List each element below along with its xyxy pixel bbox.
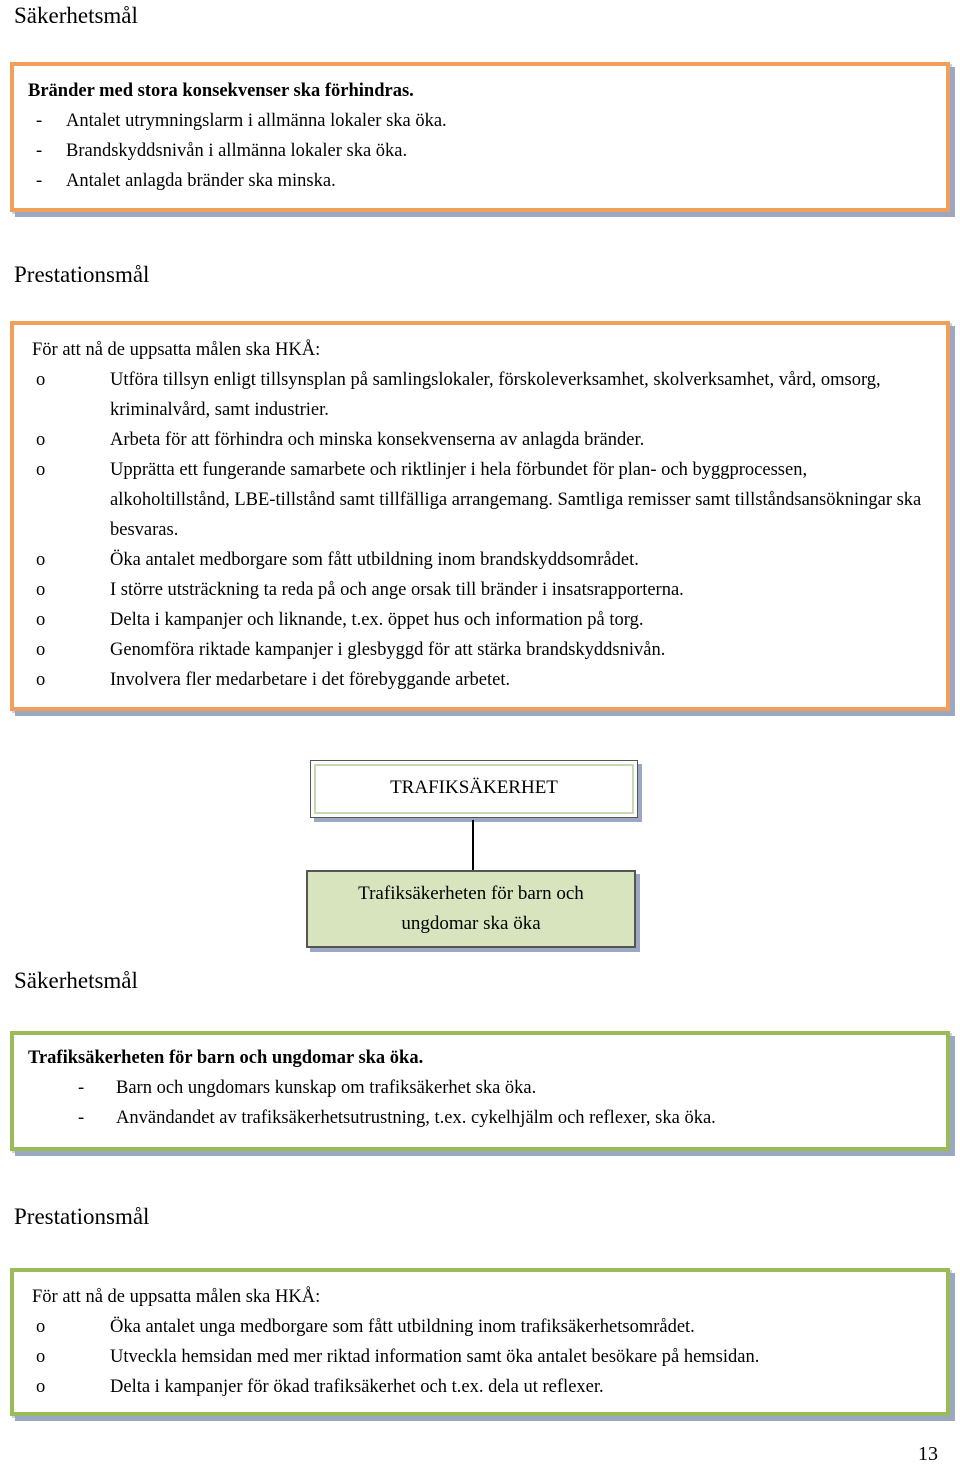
list-item-text: Antalet utrymningslarm i allmänna lokaler ska öka. (66, 111, 447, 131)
goal-box-traffic (10, 1031, 950, 1151)
list-item-text: Arbeta för att förhindra och minska konsekvenserna av anlagda bränder. (110, 430, 645, 450)
circle-marker: o (36, 370, 46, 390)
dash-marker: - (78, 1078, 85, 1098)
circle-marker: o (36, 550, 46, 570)
circle-marker: o (36, 430, 46, 450)
list-item-text: Delta i kampanjer och liknande, t.ex. öppet hus och information på torg. (110, 610, 644, 630)
circle-marker: o (36, 1377, 46, 1397)
list-item (28, 166, 932, 196)
list-item (28, 1073, 932, 1103)
dash-marker: - (36, 111, 43, 131)
org-chart-child-line1: Trafiksäkerheten för barn och (358, 883, 584, 904)
list-item-text: Öka antalet unga medborgare som fått utbildning inom trafiksäkerhetsområdet. (110, 1317, 695, 1337)
performance-box-fire-title: För att nå de uppsatta målen ska HKÅ: (32, 340, 321, 360)
list-item (32, 635, 930, 665)
list-item (28, 1103, 932, 1133)
list-item-text: Barn och ungdomars kunskap om trafiksäkerhet ska öka. (116, 1078, 537, 1098)
list-item (28, 136, 932, 166)
dash-marker: - (36, 141, 43, 161)
org-chart-connector (472, 820, 474, 870)
org-chart-child-box (306, 870, 636, 948)
circle-marker: o (36, 1347, 46, 1367)
performance-box-traffic-title: För att nå de uppsatta målen ska HKÅ: (32, 1287, 321, 1307)
circle-marker: o (36, 460, 46, 480)
heading-prestationsmal-1: Prestationsmål (14, 262, 150, 287)
goal-box-fire-title: Bränder med stora konsekvenser ska förhindras. (28, 81, 414, 101)
org-chart-top-label: TRAFIKSÄKERHET (390, 777, 558, 798)
dash-marker: - (36, 171, 43, 191)
list-item (28, 106, 932, 136)
goal-box-fire (10, 62, 950, 212)
list-item-text: Genomföra riktade kampanjer i glesbyggd för att stärka brandskyddsnivån. (110, 640, 666, 660)
list-item (32, 1312, 930, 1342)
list-item (32, 575, 930, 605)
circle-marker: o (36, 670, 46, 690)
list-item (32, 1342, 930, 1372)
circle-marker: o (36, 610, 46, 630)
list-item (32, 455, 930, 545)
list-item-text: Öka antalet medborgare som fått utbildning inom brandskyddsområdet. (110, 550, 639, 570)
list-item-text: Användandet av trafiksäkerhetsutrustning, t.ex. cykelhjälm och reflexer, ska öka. (116, 1108, 716, 1128)
list-item (32, 425, 930, 455)
list-item (32, 665, 930, 695)
list-item-text: Brandskyddsnivån i allmänna lokaler ska öka. (66, 141, 408, 161)
list-item (32, 545, 930, 575)
heading-sakerhetsmal-2: Säkerhetsmål (14, 968, 138, 993)
list-item (32, 365, 930, 425)
performance-box-traffic (10, 1268, 950, 1416)
list-item (32, 605, 930, 635)
circle-marker: o (36, 580, 46, 600)
list-item (32, 1372, 930, 1402)
list-item-text: Utveckla hemsidan med mer riktad information samt öka antalet besökare på hemsidan. (110, 1347, 760, 1367)
list-item-text: Involvera fler medarbetare i det förebyggande arbetet. (110, 670, 511, 690)
list-item-text: Antalet anlagda bränder ska minska. (66, 171, 336, 191)
performance-box-fire (10, 321, 950, 711)
goal-box-traffic-title: Trafiksäkerheten för barn och ungdomar ska öka. (28, 1048, 424, 1068)
org-chart-child-line2: ungdomar ska öka (401, 913, 541, 934)
list-item-text: Delta i kampanjer för ökad trafiksäkerhet och t.ex. dela ut reflexer. (110, 1377, 604, 1397)
list-item-text: I större utsträckning ta reda på och ange orsak till bränder i insatsrapporterna. (110, 580, 684, 600)
heading-prestationsmal-2: Prestationsmål (14, 1204, 150, 1229)
circle-marker: o (36, 1317, 46, 1337)
circle-marker: o (36, 640, 46, 660)
dash-marker: - (78, 1108, 85, 1128)
heading-sakerhetsmal-1: Säkerhetsmål (14, 3, 138, 28)
page-number: 13 (918, 1443, 938, 1465)
list-item-text: Upprätta ett fungerande samarbete och riktlinjer i hela förbundet för plan- och byggprocessen, alkoholtillstånd, LBE-tillstånd samt tillfälliga arrangemang. Samtliga remisser samt tillståndsansökningar ska besvaras. (110, 460, 922, 540)
org-chart-top-box (310, 760, 638, 818)
list-item-text: Utföra tillsyn enligt tillsynsplan på samlingslokaler, förskoleverksamhet, skolverksamhet, vård, omsorg, kriminalvård, samt industrier. (110, 370, 881, 420)
